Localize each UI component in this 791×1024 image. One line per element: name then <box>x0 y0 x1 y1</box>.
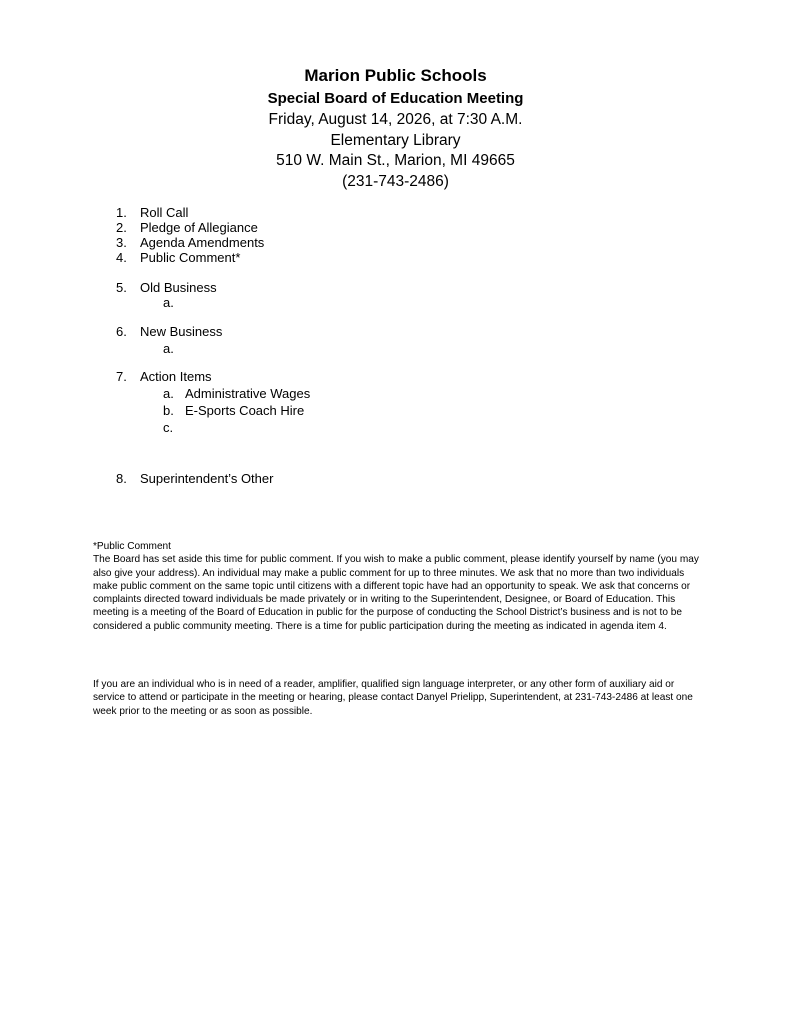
agenda-item-number: 1. <box>116 205 127 220</box>
meeting-type: Special Board of Education Meeting <box>267 90 524 107</box>
agenda-item-number: 5. <box>116 280 127 295</box>
agenda-item-label: New Business <box>140 324 223 339</box>
accessibility-note <box>93 678 703 718</box>
agenda-subitem-label: E-Sports Coach Hire <box>185 403 305 418</box>
agenda-item-label: Roll Call <box>140 205 189 220</box>
public-comment-heading: *Public Comment <box>93 541 171 552</box>
agenda-item-label: Pledge of Allegiance <box>140 220 258 235</box>
agenda-item-label: Public Comment* <box>140 250 241 265</box>
agenda-subitem-letter: c. <box>163 420 174 435</box>
agenda-item-label: Agenda Amendments <box>140 235 265 250</box>
agenda-item-number: 8. <box>116 471 127 486</box>
meeting-date-time: Friday, August 14, 2026, at 7:30 A.M. <box>268 111 523 128</box>
public-comment-note <box>93 540 703 633</box>
agenda-item-number: 7. <box>116 369 127 384</box>
agenda-subitem-letter: a. <box>163 386 174 401</box>
agenda-item-label: Action Items <box>140 369 212 384</box>
agenda-item-number: 3. <box>116 235 127 250</box>
public-comment-text: The Board has set aside this time for public comment. If you wish to make a public comment, please identify yourself by name (you may also give your address). An individual may make a public comment for up to three minutes. We ask that no more than two individuals make public comment on the same topic until citizens with a different topic have had an opportunity to speak. We ask that concerns or complaints directed toward individuals be made privately or in writing to the Superintendent, Designee, or Board of Education. This meeting is a meeting of the Board of Education in public for the purpose of conducting the School District’s business and is not to be considered a public community meeting. There is a time for public participation during the meeting as indicated in agenda item 4. <box>93 554 699 632</box>
agenda-item-number: 4. <box>116 250 127 265</box>
agenda-item-label: Old Business <box>140 280 217 295</box>
agenda-item-number: 6. <box>116 324 127 339</box>
meeting-phone: (231-743-2486) <box>342 172 449 190</box>
meeting-address: 510 W. Main St., Marion, MI 49665 <box>276 152 515 169</box>
agenda-subitem-label: Administrative Wages <box>185 386 311 401</box>
organization-name: Marion Public Schools <box>304 66 487 85</box>
agenda-subitem-letter: a. <box>163 341 174 356</box>
agenda-item-number: 2. <box>116 220 127 235</box>
accessibility-text: If you are an individual who is in need of a reader, amplifier, qualified sign language interpreter, or any other form of auxiliary aid or service to attend or participate in the meeting or hearing, please contact Danyel Prielipp, Superintendent, at 231-743-2486 at least one week prior to the meeting or as soon as possible. <box>93 679 693 717</box>
agenda-subitem-letter: b. <box>163 403 174 418</box>
agenda-item-label: Superintendent’s Other <box>140 471 274 486</box>
agenda-subitem-letter: a. <box>163 295 174 310</box>
meeting-location: Elementary Library <box>330 131 461 149</box>
meeting-header <box>0 64 791 192</box>
